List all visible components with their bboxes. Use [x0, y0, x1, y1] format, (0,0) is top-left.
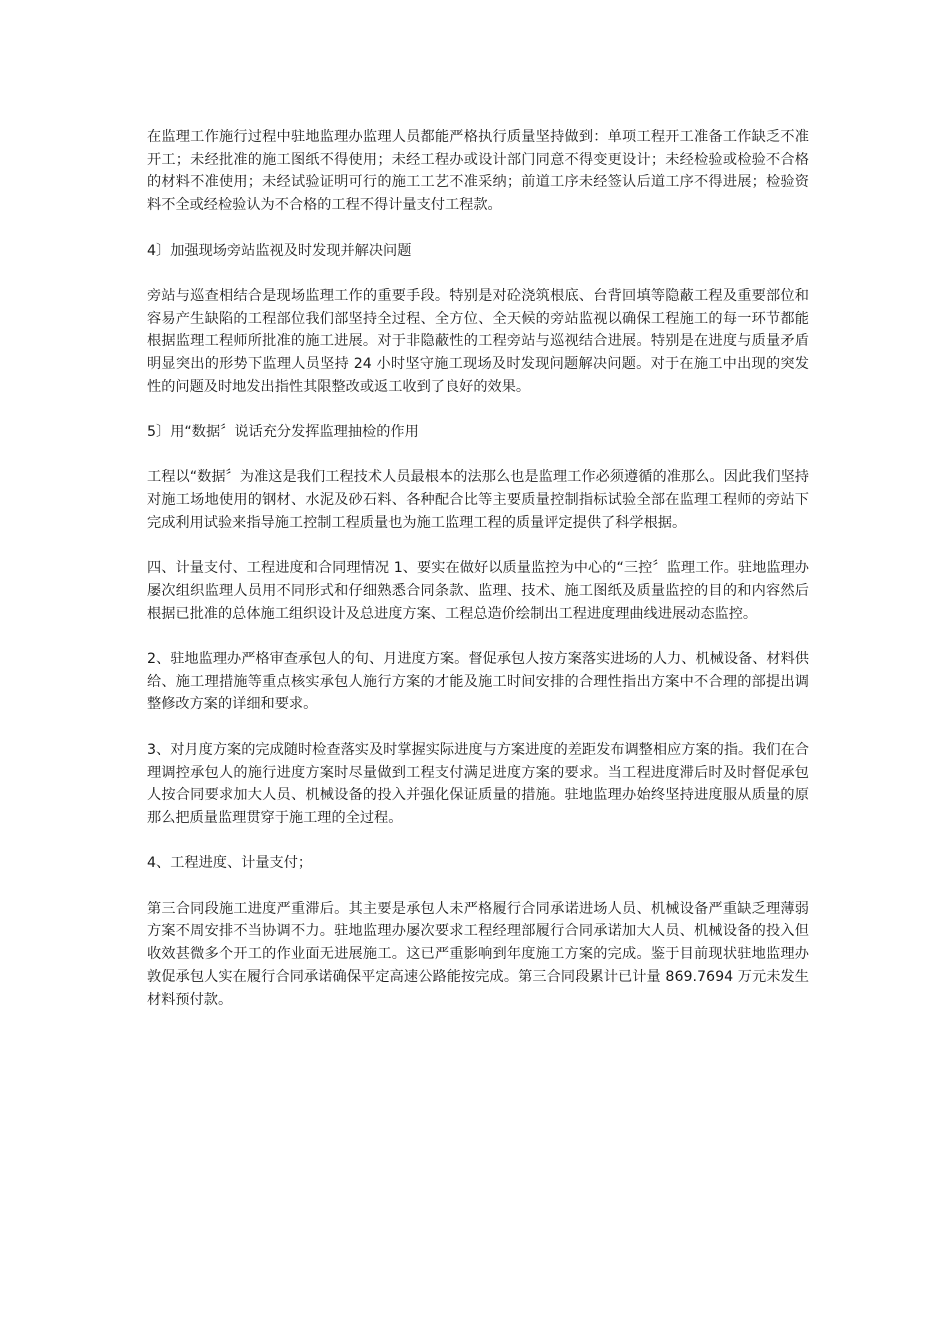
- paragraph-site-supervision: 旁站与巡查相结合是现场监理工作的重要手段。特别是对砼浇筑根底、台背回填等隐蔽工程及重要部位和容易产生缺陷的工程部位我们部坚持全过程、全方位、全天候的旁站监视以确保工程施工的每一环节都能根据监理工程师所批准的施工进展。对于非隐蔽性的工程旁站与巡视结合进展。特别是在进度与质量矛盾明显突出的形势下监理人员坚持 24 小时坚守施工现场及时发现问题解决问题。对于在施工中出现的突发性的问题及时地发出指性其限整改或返工收到了良好的效果。: [147, 287, 809, 395]
- paragraph-payment-progress-1: 四、计量支付、工程进度和合同理情况 1、要实在做好以质量监控为中心的“三控〞监理工作。驻地监理办屡次组织监理人员用不同形式和仔细熟悉合同条款、监理、技术、施工图纸及质量监控的目的和内容然后根据已批准的总体施工组织设计及总进度方案、工程总造价绘制出工程进度理曲线进展动态监控。: [147, 560, 809, 622]
- document-body: [147, 126, 809, 1034]
- paragraph-contract-section-3: 第三合同段施工进度严重滞后。其主要是承包人未严格履行合同承诺进场人员、机械设备严重缺乏理薄弱方案不周安排不当协调不力。驻地监理办屡次要求工程经理部履行合同承诺加大人员、机械设备的投入但收效甚微多个开工的作业面无进展施工。这已严重影响到年度施工方案的完成。鉴于目前现状驻地监理办敦促承包人实在履行合同承诺确保平定高速公路能按完成。第三合同段累计已计量 869.7694 万元未发生材料预付款。: [147, 900, 809, 1008]
- paragraph-payment-progress-2: 2、驻地监理办严格审查承包人的旬、月进度方案。督促承包人按方案落实进场的人力、机械设备、材料供给、施工理措施等重点核实承包人施行方案的才能及施工时间安排的合理性指出方案中不合理的部提出调整修改方案的详细和要求。: [147, 651, 809, 713]
- paragraph-quality-rules: 在监理工作施行过程中驻地监理办监理人员都能严格执行质量坚持做到：单项工程开工准备工作缺乏不准开工；未经批准的施工图纸不得使用；未经工程办或设计部门同意不得变更设计；未经检验或检验不合格的材料不准使用；未经试验证明可行的施工工艺不准采纳；前道工序未经签认后道工序不得进展；检验资料不全或经检验认为不合格的工程不得计量支付工程款。: [147, 129, 809, 214]
- paragraph-payment-progress-3: 3、对月度方案的完成随时检查落实及时掌握实际进度与方案进度的差距发布调整相应方案的指。我们在合理调控承包人的施行进度方案时尽量做到工程支付满足进度方案的要求。当工程进度滞后时及时督促承包人按合同要求加大人员、机械设备的投入并强化保证质量的措施。驻地监理办始终坚持进度服从质量的原那么把质量监理贯穿于施工理的全过程。: [147, 741, 809, 826]
- paragraph-data-sampling: 工程以“数据〞为准这是我们工程技术人员最根本的法那么也是监理工作必须遵循的准那么。因此我们坚持对施工场地使用的钢材、水泥及砂石料、各种配合比等主要质量控制指标试验全部在监理工程师的旁站下完成利用试验来指导施工控制工程质量也为施工监理工程的质量评定提供了科学根据。: [147, 469, 809, 531]
- heading-data-sampling: 5〕用“数据〞说话充分发挥监理抽检的作用: [147, 424, 419, 441]
- heading-site-supervision: 4〕加强现场旁站监视及时发现并解决问题: [147, 242, 412, 259]
- heading-progress-payment: 4、工程进度、计量支付；: [147, 855, 313, 872]
